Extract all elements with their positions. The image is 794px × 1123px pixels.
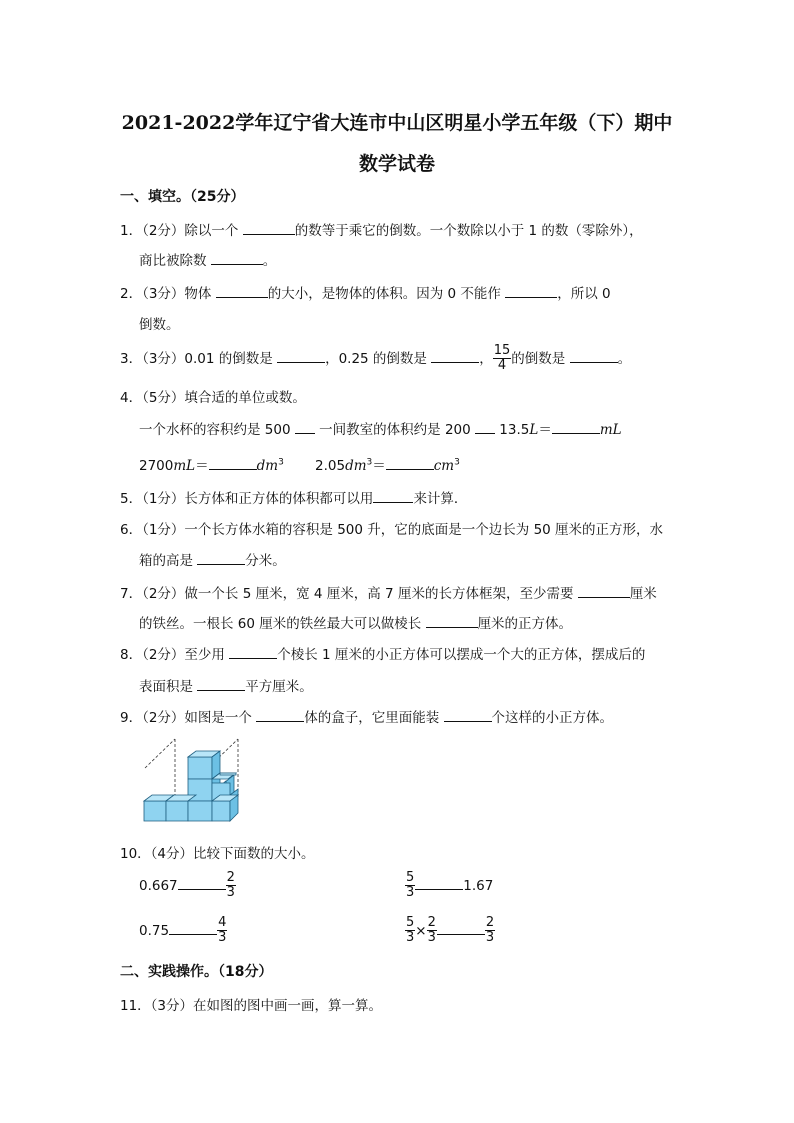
q9-blank-2[interactable] bbox=[444, 707, 492, 722]
question-3-line bbox=[120, 344, 631, 374]
page-title-line2: 数学试卷 bbox=[358, 153, 435, 175]
compare-2-right: 1.67 bbox=[463, 877, 494, 894]
compare-item-3 bbox=[139, 916, 227, 946]
q7-text-d: 厘米的正方体。 bbox=[477, 616, 573, 632]
q1-text-b: 的数等于乘它的倒数。一个数除以小于 1 的数（零除外）， bbox=[294, 223, 643, 239]
compare-4-denominator-1: 3 bbox=[406, 930, 415, 946]
q7-blank-2[interactable] bbox=[426, 613, 478, 628]
question-8-line2 bbox=[139, 675, 313, 695]
q8-blank-1[interactable] bbox=[229, 644, 277, 659]
question-7-line2 bbox=[139, 612, 572, 632]
q8-blank-2[interactable] bbox=[197, 676, 245, 691]
q8-text-a: 8．（2分）至少用 bbox=[120, 647, 230, 663]
compare-1-blank[interactable] bbox=[178, 875, 226, 890]
q4-text-c: 13.5 bbox=[495, 422, 530, 438]
section-2-heading: 二、实践操作。（18分） bbox=[120, 964, 273, 980]
q3-text-b: ，0.25 的倒数是 bbox=[325, 350, 432, 367]
compare-3-blank[interactable] bbox=[169, 920, 217, 935]
q4-blank-5[interactable] bbox=[386, 455, 434, 470]
question-9-line bbox=[120, 706, 613, 726]
q6-text-b: 分米。 bbox=[245, 553, 286, 569]
compare-3-left: 0.75 bbox=[139, 922, 170, 939]
question-1-line2 bbox=[139, 249, 276, 269]
compare-3-numerator: 4 bbox=[218, 915, 227, 930]
q1-text-d: 。 bbox=[262, 253, 277, 269]
q4-blank-1[interactable] bbox=[295, 419, 315, 434]
q6-blank-1[interactable] bbox=[197, 550, 245, 565]
q6-text-a: 箱的高是 bbox=[139, 553, 198, 569]
q4-unit-cm: cm bbox=[433, 458, 455, 474]
q2-text-b: 的大小，是物体的体积。因为 0 不能作 bbox=[267, 286, 506, 302]
q8-text-d: 平方厘米。 bbox=[245, 679, 313, 695]
compare-item-4 bbox=[405, 916, 495, 946]
q4-text-a: 一个水杯的容积约是 500 bbox=[139, 422, 295, 438]
compare-1-denominator: 3 bbox=[226, 885, 235, 901]
q2-text-a: 2．（3分）物体 bbox=[120, 286, 216, 302]
q4-blank-2[interactable] bbox=[475, 419, 495, 434]
q4-text-e: 2.05 bbox=[315, 458, 346, 474]
compare-1-numerator: 2 bbox=[226, 870, 235, 885]
compare-1-left: 0.667 bbox=[139, 877, 178, 894]
q5-text-b: 来计算． bbox=[413, 491, 468, 507]
q1-text-a: 1．（2分）除以一个 bbox=[120, 223, 243, 239]
compare-4-fraction-3 bbox=[485, 916, 495, 946]
q4-blank-3[interactable] bbox=[552, 419, 600, 434]
compare-4-fraction-1 bbox=[405, 916, 415, 946]
q8-text-b: 个棱长 1 厘米的小正方体可以摆成一个大的正方体，摆成后的 bbox=[277, 647, 646, 663]
q9-text-b: 体的盒子，它里面能装 bbox=[304, 710, 444, 726]
compare-3-denominator: 3 bbox=[218, 930, 227, 946]
q5-blank-1[interactable] bbox=[373, 488, 413, 503]
compare-2-denominator: 3 bbox=[406, 885, 415, 901]
compare-4-times: × bbox=[415, 922, 427, 939]
q4-equals-3: ＝ bbox=[372, 458, 386, 474]
question-6-line1: 6．（1分）一个长方体水箱的容积是 500 升，它的底面是一个边长为 50 厘米的正方形，水 bbox=[120, 522, 664, 538]
q7-text-c: 的铁丝。一根长 60 厘米的铁丝最大可以做棱长 bbox=[139, 616, 426, 632]
q3-text-c: ， bbox=[479, 350, 493, 367]
q3-fraction-denominator: 4 bbox=[497, 358, 507, 374]
q4-equals-2: ＝ bbox=[195, 458, 209, 474]
q3-blank-2[interactable] bbox=[431, 348, 479, 363]
q9-blank-1[interactable] bbox=[256, 707, 304, 722]
q7-text-a: 7．（2分）做一个长 5 厘米，宽 4 厘米，高 7 厘米的长方体框架，至少需要 bbox=[120, 586, 578, 602]
compare-4-numerator-2: 2 bbox=[427, 915, 436, 930]
q2-blank-1[interactable] bbox=[216, 283, 268, 298]
question-2-line2: 倒数。 bbox=[139, 317, 180, 333]
compare-4-fraction-2 bbox=[427, 916, 437, 946]
cube-box-figure bbox=[140, 735, 244, 827]
q2-text-c: ，所以 0 bbox=[557, 286, 611, 302]
question-6-line2 bbox=[139, 549, 286, 569]
compare-2-fraction bbox=[405, 871, 415, 901]
question-4-row1 bbox=[139, 418, 622, 438]
question-4-row2b bbox=[315, 454, 460, 474]
q5-text-a: 5．（1分）长方体和正方体的体积都可以用 bbox=[120, 491, 374, 507]
q4-exponent-2: 3 bbox=[366, 457, 373, 468]
q4-unit-ml: mL bbox=[599, 422, 622, 438]
compare-4-blank[interactable] bbox=[437, 920, 485, 935]
compare-1-fraction bbox=[226, 871, 236, 901]
compare-2-numerator: 5 bbox=[406, 870, 415, 885]
q9-text-c: 个这样的小正方体。 bbox=[491, 710, 614, 726]
question-5-line bbox=[120, 487, 467, 507]
question-4-intro: 4．（5分）填合适的单位或数。 bbox=[120, 390, 306, 406]
q3-text-d: 的倒数是 bbox=[511, 350, 570, 367]
question-4-row2 bbox=[139, 454, 284, 474]
question-11-line: 11．（3分）在如图的图中画一画，算一算。 bbox=[120, 998, 383, 1014]
question-8-line1 bbox=[120, 643, 645, 663]
q7-blank-1[interactable] bbox=[578, 583, 630, 598]
q3-blank-3[interactable] bbox=[570, 348, 618, 363]
q4-text-d: 2700 bbox=[139, 458, 174, 474]
q1-blank-2[interactable] bbox=[211, 250, 263, 265]
q3-text-a: 3．（3分）0.01 的倒数是 bbox=[120, 350, 278, 367]
compare-item-2 bbox=[405, 871, 493, 901]
small-cubes bbox=[144, 751, 238, 821]
question-2-line1 bbox=[120, 282, 611, 302]
q1-blank-1[interactable] bbox=[243, 220, 295, 235]
compare-4-denominator-3: 3 bbox=[485, 930, 495, 946]
compare-2-blank[interactable] bbox=[415, 875, 463, 890]
q4-exponent-3: 3 bbox=[454, 457, 460, 468]
question-7-line1 bbox=[120, 582, 657, 602]
q4-equals-1: ＝ bbox=[538, 422, 552, 438]
compare-3-fraction bbox=[217, 916, 227, 946]
q3-blank-1[interactable] bbox=[277, 348, 325, 363]
q4-blank-4[interactable] bbox=[209, 455, 257, 470]
q1-text-c: 商比被除数 bbox=[139, 253, 211, 269]
compare-item-1 bbox=[139, 871, 236, 901]
q3-text-e: 。 bbox=[617, 350, 632, 367]
q4-text-b: 一间教室的体积约是 200 bbox=[314, 422, 476, 438]
q7-text-b: 厘米 bbox=[629, 586, 657, 602]
q9-text-a: 9．（2分）如图是一个 bbox=[120, 710, 257, 726]
page-title-line1: 2021-2022学年辽宁省大连市中山区明星小学五年级（下）期中 bbox=[121, 112, 673, 134]
section-1-heading: 一、填空。（25分） bbox=[120, 189, 245, 205]
q3-fraction bbox=[493, 344, 512, 374]
q4-unit-dm-2: dm bbox=[345, 458, 367, 474]
q4-unit-dm: dm bbox=[256, 458, 279, 474]
question-1-line1 bbox=[120, 219, 643, 239]
compare-4-denominator-2: 3 bbox=[427, 930, 436, 946]
q4-exponent-1: 3 bbox=[278, 457, 284, 468]
q8-text-c: 表面积是 bbox=[139, 679, 198, 695]
q4-unit-ml-2: mL bbox=[173, 458, 196, 474]
compare-4-numerator-3: 2 bbox=[485, 915, 495, 930]
compare-4-numerator-1: 5 bbox=[406, 915, 415, 930]
question-10-intro: 10．（4分）比较下面数的大小。 bbox=[120, 846, 315, 862]
q2-blank-2[interactable] bbox=[505, 283, 557, 298]
q3-fraction-numerator: 15 bbox=[493, 343, 511, 358]
q4-unit-l: L bbox=[529, 422, 539, 438]
